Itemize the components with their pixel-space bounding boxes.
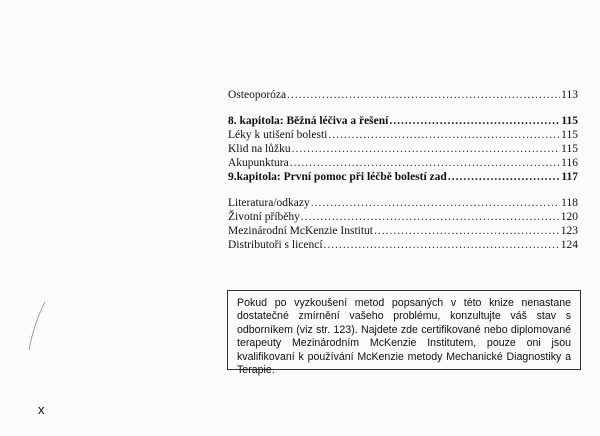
toc-entry-osteoporoza [228,88,578,102]
toc-entry-title: Životní příběhy [228,211,300,223]
toc-entry-klid [228,142,578,156]
leader-dots [301,210,560,224]
toc-entry-literatura [228,196,578,210]
toc-entry-pribehy [228,210,578,224]
toc-entry-title: 9.kapitola: První pomoc při léčbě bolestí zad [228,171,447,183]
leader-dots [324,238,560,252]
leader-dots [374,224,560,238]
toc-entry-page: 124 [560,239,578,251]
leader-dots [311,196,560,210]
table-of-contents [228,88,578,252]
toc-entry-page: 115 [561,143,578,155]
toc-chapter-8 [228,114,578,128]
toc-entry-leky [228,128,578,142]
leader-dots [292,142,561,156]
toc-entry-page: 123 [560,225,578,237]
leader-dots [389,114,560,128]
toc-entry-title: Akupunktura [228,157,289,169]
toc-entry-title: Klid na lůžku [228,143,291,155]
toc-entry-page: 118 [561,197,578,209]
toc-entry-page: 113 [561,89,578,101]
notice-box [227,290,581,377]
notice-text: Pokud po vyzkoušení metod popsaných v této knize nenastane dostatečné zmírnění vašeho problému, konzultujte váš stav s odborníkem (viz str. 123). Najdete zde certifikované nebo diplomované terapeuty Mezinárodním McKenzie Institutem, pouze oni jsou kvalifikovaní k používání McKenzie metody Mechanické Diagnostiky a Terapie. [237,297,571,377]
toc-entry-page: 115 [561,115,578,127]
toc-entry-title: 8. kapitola: Běžná léčiva a řešení [228,115,389,127]
toc-entry-page: 115 [561,129,578,141]
leader-dots [448,170,561,184]
pen-scratch-mark [25,300,55,360]
leader-dots [328,128,560,142]
toc-entry-title: Mezinárodní McKenzie Institut [228,225,373,237]
toc-entry-institut [228,224,578,238]
page-number: x [38,402,45,417]
leader-dots [290,156,560,170]
toc-entry-page: 120 [560,211,578,223]
toc-entry-title: Léky k utišení bolesti [228,129,328,141]
toc-entry-page: 117 [561,171,578,183]
toc-entry-distributori [228,238,578,252]
toc-entry-page: 116 [561,157,578,169]
toc-entry-title: Literatura/odkazy [228,197,310,209]
toc-entry-title: Distributoři s licencí [228,239,323,251]
toc-entry-title: Osteoporóza [228,89,287,101]
toc-chapter-9 [228,170,578,184]
toc-entry-akupunktura [228,156,578,170]
leader-dots [287,88,560,102]
